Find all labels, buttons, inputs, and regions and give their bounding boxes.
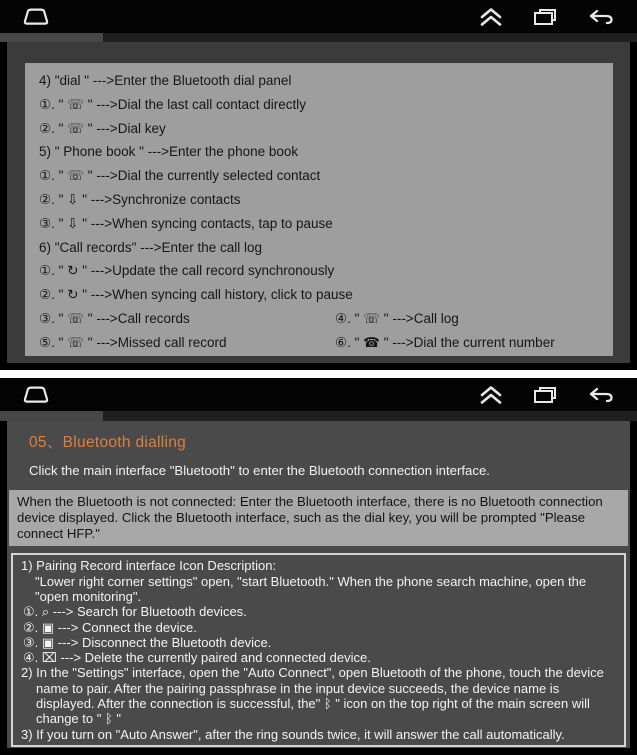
instruction-line: ②. " ⇩ " --->Synchronize contacts [39, 191, 241, 207]
instruction-line: ③. " ☏ " --->Call records [39, 310, 190, 326]
instruction-line: 5) " Phone book " --->Enter the phone book [39, 144, 299, 160]
recent-apps-icon[interactable] [533, 8, 557, 26]
manual-page-dial-section [7, 42, 630, 363]
list-item-2: 2) In the "Settings" interface, open the "Auto Connect", open Bluetooth of the phone, touch the device name to pair. After the pairing passphrase in the input device succeeds, the device name is displayed. After the connection is successful, the" ᛒ " icon on the top right of the main screen will change to " ᛒ " [21, 665, 604, 727]
instruction-line: ①. " ↻ " --->Update the call record synchronously [39, 263, 335, 279]
instruction-line-dual [39, 307, 607, 331]
icon-description-search: ①. ⌕ ---> Search for Bluetooth devices. [23, 604, 247, 620]
instruction-line-dual [39, 331, 607, 355]
instruction-line: ①. " ☏ " --->Dial the currently selected contact [39, 168, 321, 184]
nav-button-group [479, 7, 615, 27]
section-title: 05、Bluetooth dialling [29, 434, 187, 451]
manual-page-bluetooth-section [7, 421, 630, 748]
status-bar [0, 0, 637, 33]
list-item-1-title: 1) Pairing Record interface Icon Description: [21, 558, 277, 574]
titlebar-remnant [0, 33, 103, 42]
expand-up-icon[interactable] [479, 385, 503, 405]
list-item-3: 3) If you turn on "Auto Answer", after the ring sounds twice, it will answer the call automatically. [21, 726, 565, 742]
instruction-line: ⑤. " ☏ " --->Missed call record [39, 334, 227, 350]
icon-description-disconnect: ③. ▣ ---> Disconnect the Bluetooth device. [23, 634, 272, 650]
nav-button-group [479, 385, 615, 405]
titlebar-remnant [0, 411, 103, 421]
instruction-line: ④. " ☏ " --->Call log [335, 310, 459, 326]
screenshot-panel-bottom [0, 378, 637, 755]
home-icon[interactable] [22, 8, 50, 26]
intro-text: Click the main interface "Bluetooth" to enter the Bluetooth connection interface. [29, 463, 490, 478]
instruction-line: 4) "dial " --->Enter the Bluetooth dial panel [39, 73, 292, 88]
home-icon[interactable] [22, 386, 50, 404]
instruction-line: ②. " ☏ " --->Dial key [39, 120, 166, 136]
screenshot-panel-top [0, 0, 637, 370]
status-bar [0, 378, 637, 411]
instruction-line: 6) "Call records" --->Enter the call log [39, 239, 263, 255]
back-icon[interactable] [587, 9, 615, 25]
instruction-line: ②. " ↻ " --->When syncing call history, click to pause [39, 287, 353, 303]
back-icon[interactable] [587, 387, 615, 403]
titlebar-strip [0, 411, 637, 421]
note-box: When the Bluetooth is not connected: Enter the Bluetooth interface, there is no Bluetooth connection device displayed. Click the Bluetooth interface, such as the dial key, you will be prompted "Please connect HFP." [9, 490, 628, 546]
icon-description-delete: ④. ⌧ ---> Delete the currently paired and connected device. [23, 650, 371, 666]
list-item-1-body: "Lower right corner settings" open, "start Bluetooth." When the phone search machine, open the "open monitoring". [35, 573, 587, 604]
pairing-instructions-box [11, 553, 626, 747]
instruction-list [25, 63, 613, 356]
recent-apps-icon[interactable] [533, 386, 557, 404]
icon-description-connect: ②. ▣ ---> Connect the device. [23, 619, 197, 635]
instruction-line: ⑥. " ☎ " --->Dial the current number [335, 334, 555, 350]
expand-up-icon[interactable] [479, 7, 503, 27]
titlebar-strip [0, 33, 637, 42]
instruction-line: ③. " ⇩ " --->When syncing contacts, tap to pause [39, 215, 333, 231]
instruction-line: ①. " ☏ " --->Dial the last call contact directly [39, 96, 307, 112]
